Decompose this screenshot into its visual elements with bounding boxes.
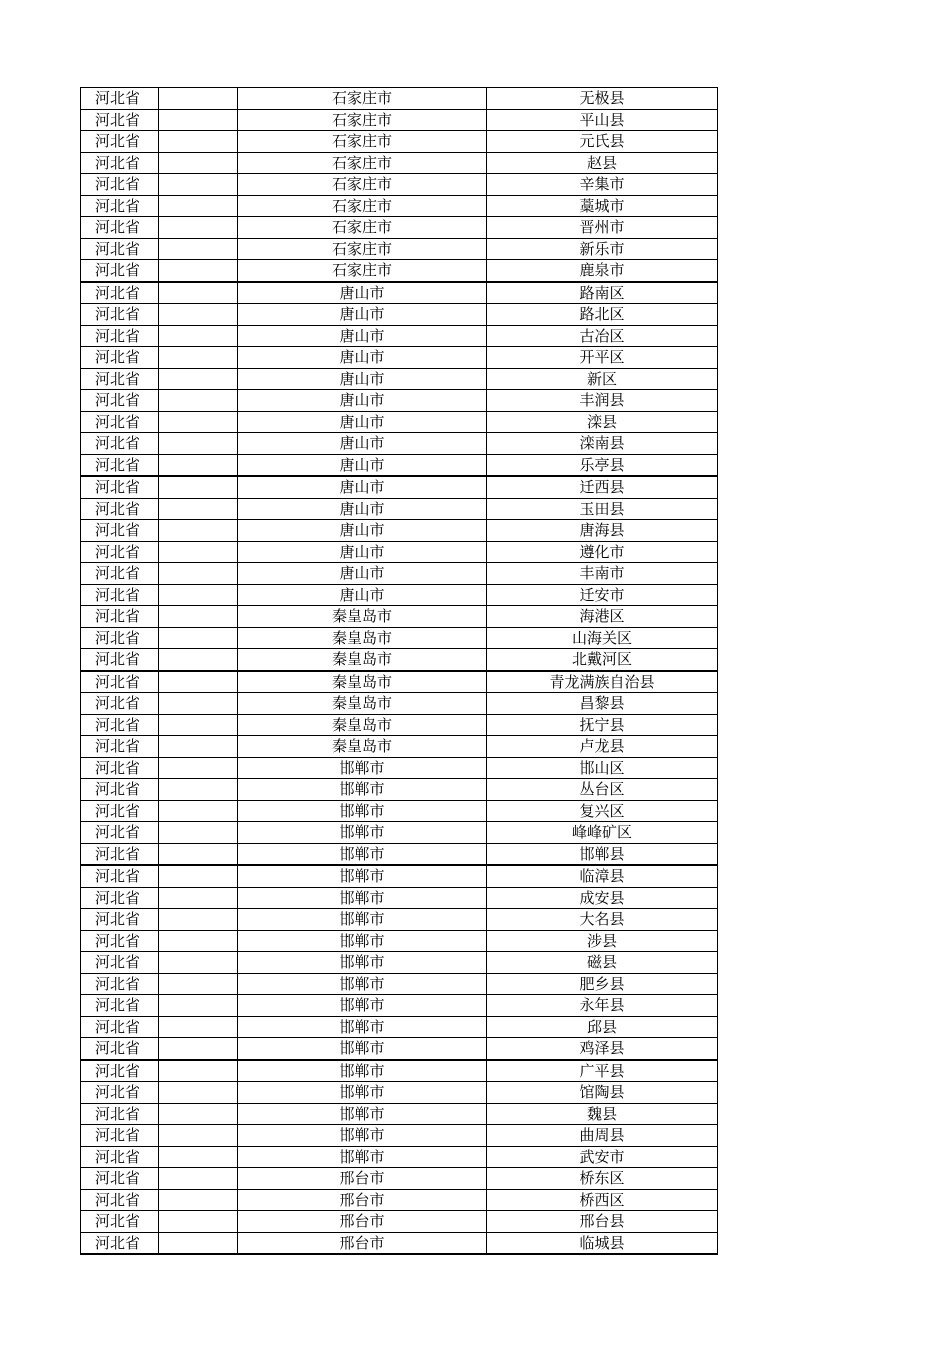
- city-cell[interactable]: 秦皇岛市: [238, 627, 487, 649]
- province-cell[interactable]: 河北省: [81, 433, 159, 455]
- region-table-body: [81, 88, 718, 1255]
- province-cell[interactable]: 河北省: [81, 1168, 159, 1190]
- table-row: [81, 1189, 718, 1211]
- county-cell[interactable]: 辛集市: [487, 174, 718, 196]
- city-cell[interactable]: 邯郸市: [238, 1146, 487, 1168]
- table-row: [81, 1168, 718, 1190]
- table-row: [81, 109, 718, 131]
- city-cell[interactable]: 秦皇岛市: [238, 714, 487, 736]
- city-cell[interactable]: 邯郸市: [238, 1103, 487, 1125]
- province-cell[interactable]: 河北省: [81, 238, 159, 260]
- county-cell[interactable]: 曲周县: [487, 1125, 718, 1147]
- province-cell[interactable]: 河北省: [81, 282, 159, 304]
- city-cell[interactable]: 邯郸市: [238, 973, 487, 995]
- table-row: [81, 390, 718, 412]
- county-cell[interactable]: 迁西县: [487, 476, 718, 498]
- blank-cell[interactable]: [159, 282, 238, 304]
- county-cell[interactable]: 复兴区: [487, 800, 718, 822]
- blank-cell[interactable]: [159, 1232, 238, 1254]
- table-row: [81, 1016, 718, 1038]
- table-row: [81, 973, 718, 995]
- table-row: [81, 217, 718, 239]
- city-cell[interactable]: 邯郸市: [238, 800, 487, 822]
- table-row: [81, 1060, 718, 1082]
- blank-cell[interactable]: [159, 238, 238, 260]
- table-row: [81, 454, 718, 476]
- county-cell[interactable]: 武安市: [487, 1146, 718, 1168]
- city-cell[interactable]: 秦皇岛市: [238, 606, 487, 628]
- blank-cell[interactable]: [159, 1211, 238, 1233]
- province-cell[interactable]: 河北省: [81, 1103, 159, 1125]
- table-row: [81, 693, 718, 715]
- blank-cell[interactable]: [159, 693, 238, 715]
- province-cell[interactable]: 河北省: [81, 606, 159, 628]
- city-cell[interactable]: 唐山市: [238, 498, 487, 520]
- table-row: [81, 606, 718, 628]
- county-cell[interactable]: 开平区: [487, 347, 718, 369]
- blank-cell[interactable]: [159, 887, 238, 909]
- city-cell[interactable]: 唐山市: [238, 433, 487, 455]
- blank-cell[interactable]: [159, 195, 238, 217]
- table-row: [81, 1082, 718, 1104]
- blank-cell[interactable]: [159, 260, 238, 282]
- county-cell[interactable]: 邯山区: [487, 757, 718, 779]
- table-row: [81, 325, 718, 347]
- county-cell[interactable]: 无极县: [487, 88, 718, 110]
- blank-cell[interactable]: [159, 1146, 238, 1168]
- county-cell[interactable]: 邱县: [487, 1016, 718, 1038]
- province-cell[interactable]: 河北省: [81, 563, 159, 585]
- city-cell[interactable]: 邯郸市: [238, 1038, 487, 1060]
- city-cell[interactable]: 秦皇岛市: [238, 736, 487, 758]
- city-cell[interactable]: 邯郸市: [238, 930, 487, 952]
- city-cell[interactable]: 邢台市: [238, 1232, 487, 1254]
- city-cell[interactable]: 邯郸市: [238, 757, 487, 779]
- city-cell[interactable]: 邢台市: [238, 1211, 487, 1233]
- county-cell[interactable]: 邢台县: [487, 1211, 718, 1233]
- blank-cell[interactable]: [159, 930, 238, 952]
- blank-cell[interactable]: [159, 476, 238, 498]
- table-row: [81, 152, 718, 174]
- blank-cell[interactable]: [159, 822, 238, 844]
- county-cell[interactable]: 遵化市: [487, 541, 718, 563]
- blank-cell[interactable]: [159, 1125, 238, 1147]
- province-cell[interactable]: 河北省: [81, 627, 159, 649]
- city-cell[interactable]: 唐山市: [238, 541, 487, 563]
- county-cell[interactable]: 鹿泉市: [487, 260, 718, 282]
- province-cell[interactable]: 河北省: [81, 498, 159, 520]
- blank-cell[interactable]: [159, 498, 238, 520]
- city-cell[interactable]: 石家庄市: [238, 152, 487, 174]
- county-cell[interactable]: 临漳县: [487, 865, 718, 887]
- province-cell[interactable]: 河北省: [81, 131, 159, 153]
- province-cell[interactable]: 河北省: [81, 995, 159, 1017]
- blank-cell[interactable]: [159, 671, 238, 693]
- county-cell[interactable]: 昌黎县: [487, 693, 718, 715]
- table-row: [81, 368, 718, 390]
- province-cell[interactable]: 河北省: [81, 736, 159, 758]
- city-cell[interactable]: 唐山市: [238, 454, 487, 476]
- city-cell[interactable]: 石家庄市: [238, 109, 487, 131]
- province-cell[interactable]: 河北省: [81, 584, 159, 606]
- county-cell[interactable]: 峰峰矿区: [487, 822, 718, 844]
- county-cell[interactable]: 大名县: [487, 909, 718, 931]
- city-cell[interactable]: 唐山市: [238, 411, 487, 433]
- province-cell[interactable]: 河北省: [81, 390, 159, 412]
- blank-cell[interactable]: [159, 606, 238, 628]
- city-cell[interactable]: 邯郸市: [238, 779, 487, 801]
- table-row: [81, 174, 718, 196]
- table-row: [81, 649, 718, 671]
- city-cell[interactable]: 石家庄市: [238, 174, 487, 196]
- county-cell[interactable]: 北戴河区: [487, 649, 718, 671]
- blank-cell[interactable]: [159, 433, 238, 455]
- city-cell[interactable]: 邯郸市: [238, 887, 487, 909]
- county-cell[interactable]: 广平县: [487, 1060, 718, 1082]
- province-cell[interactable]: 河北省: [81, 520, 159, 542]
- city-cell[interactable]: 唐山市: [238, 282, 487, 304]
- table-row: [81, 995, 718, 1017]
- blank-cell[interactable]: [159, 454, 238, 476]
- city-cell[interactable]: 石家庄市: [238, 217, 487, 239]
- city-cell[interactable]: 唐山市: [238, 368, 487, 390]
- blank-cell[interactable]: [159, 541, 238, 563]
- blank-cell[interactable]: [159, 174, 238, 196]
- city-cell[interactable]: 唐山市: [238, 584, 487, 606]
- table-row: [81, 304, 718, 326]
- blank-cell[interactable]: [159, 714, 238, 736]
- city-cell[interactable]: 邢台市: [238, 1189, 487, 1211]
- table-row: [81, 671, 718, 693]
- county-cell[interactable]: 馆陶县: [487, 1082, 718, 1104]
- province-cell[interactable]: 河北省: [81, 368, 159, 390]
- blank-cell[interactable]: [159, 909, 238, 931]
- province-cell[interactable]: 河北省: [81, 476, 159, 498]
- city-cell[interactable]: 邯郸市: [238, 909, 487, 931]
- province-cell[interactable]: 河北省: [81, 649, 159, 671]
- blank-cell[interactable]: [159, 1060, 238, 1082]
- province-cell[interactable]: 河北省: [81, 757, 159, 779]
- province-cell[interactable]: 河北省: [81, 843, 159, 865]
- province-cell[interactable]: 河北省: [81, 909, 159, 931]
- county-cell[interactable]: 路北区: [487, 304, 718, 326]
- blank-cell[interactable]: [159, 217, 238, 239]
- county-cell[interactable]: 晋州市: [487, 217, 718, 239]
- region-table: [80, 87, 718, 1255]
- city-cell[interactable]: 邯郸市: [238, 952, 487, 974]
- blank-cell[interactable]: [159, 325, 238, 347]
- county-cell[interactable]: 鸡泽县: [487, 1038, 718, 1060]
- county-cell[interactable]: 丰润县: [487, 390, 718, 412]
- province-cell[interactable]: 河北省: [81, 1125, 159, 1147]
- county-cell[interactable]: 山海关区: [487, 627, 718, 649]
- province-cell[interactable]: 河北省: [81, 88, 159, 110]
- blank-cell[interactable]: [159, 152, 238, 174]
- county-cell[interactable]: 元氏县: [487, 131, 718, 153]
- blank-cell[interactable]: [159, 779, 238, 801]
- blank-cell[interactable]: [159, 865, 238, 887]
- county-cell[interactable]: 滦县: [487, 411, 718, 433]
- province-cell[interactable]: 河北省: [81, 1211, 159, 1233]
- province-cell[interactable]: 河北省: [81, 865, 159, 887]
- table-row: [81, 131, 718, 153]
- city-cell[interactable]: 邯郸市: [238, 1016, 487, 1038]
- table-row: [81, 627, 718, 649]
- county-cell[interactable]: 丛台区: [487, 779, 718, 801]
- county-cell[interactable]: 卢龙县: [487, 736, 718, 758]
- city-cell[interactable]: 唐山市: [238, 563, 487, 585]
- province-cell[interactable]: 河北省: [81, 822, 159, 844]
- province-cell[interactable]: 河北省: [81, 347, 159, 369]
- blank-cell[interactable]: [159, 563, 238, 585]
- county-cell[interactable]: 临城县: [487, 1232, 718, 1254]
- table-row: [81, 433, 718, 455]
- blank-cell[interactable]: [159, 1038, 238, 1060]
- table-row: [81, 930, 718, 952]
- city-cell[interactable]: 唐山市: [238, 476, 487, 498]
- county-cell[interactable]: 唐海县: [487, 520, 718, 542]
- county-cell[interactable]: 平山县: [487, 109, 718, 131]
- province-cell[interactable]: 河北省: [81, 195, 159, 217]
- county-cell[interactable]: 魏县: [487, 1103, 718, 1125]
- city-cell[interactable]: 邯郸市: [238, 1125, 487, 1147]
- province-cell[interactable]: 河北省: [81, 304, 159, 326]
- province-cell[interactable]: 河北省: [81, 714, 159, 736]
- city-cell[interactable]: 邯郸市: [238, 822, 487, 844]
- table-row: [81, 1232, 718, 1254]
- city-cell[interactable]: 唐山市: [238, 347, 487, 369]
- table-row: [81, 822, 718, 844]
- table-row: [81, 779, 718, 801]
- county-cell[interactable]: 邯郸县: [487, 843, 718, 865]
- table-row: [81, 282, 718, 304]
- province-cell[interactable]: 河北省: [81, 217, 159, 239]
- city-cell[interactable]: 邯郸市: [238, 1082, 487, 1104]
- table-row: [81, 563, 718, 585]
- city-cell[interactable]: 秦皇岛市: [238, 671, 487, 693]
- table-row: [81, 1125, 718, 1147]
- blank-cell[interactable]: [159, 800, 238, 822]
- province-cell[interactable]: 河北省: [81, 1038, 159, 1060]
- province-cell[interactable]: 河北省: [81, 930, 159, 952]
- table-row: [81, 541, 718, 563]
- blank-cell[interactable]: [159, 1016, 238, 1038]
- province-cell[interactable]: 河北省: [81, 411, 159, 433]
- city-cell[interactable]: 石家庄市: [238, 131, 487, 153]
- city-cell[interactable]: 唐山市: [238, 304, 487, 326]
- table-row: [81, 1103, 718, 1125]
- table-row: [81, 800, 718, 822]
- table-row: [81, 757, 718, 779]
- province-cell[interactable]: 河北省: [81, 952, 159, 974]
- province-cell[interactable]: 河北省: [81, 800, 159, 822]
- province-cell[interactable]: 河北省: [81, 1232, 159, 1254]
- county-cell[interactable]: 新区: [487, 368, 718, 390]
- blank-cell[interactable]: [159, 627, 238, 649]
- county-cell[interactable]: 滦南县: [487, 433, 718, 455]
- table-row: [81, 1211, 718, 1233]
- county-cell[interactable]: 青龙满族自治县: [487, 671, 718, 693]
- county-cell[interactable]: 桥西区: [487, 1189, 718, 1211]
- table-row: [81, 260, 718, 282]
- province-cell[interactable]: 河北省: [81, 454, 159, 476]
- province-cell[interactable]: 河北省: [81, 152, 159, 174]
- city-cell[interactable]: 石家庄市: [238, 238, 487, 260]
- table-row: [81, 865, 718, 887]
- table-row: [81, 952, 718, 974]
- province-cell[interactable]: 河北省: [81, 887, 159, 909]
- city-cell[interactable]: 邯郸市: [238, 1060, 487, 1082]
- table-row: [81, 909, 718, 931]
- blank-cell[interactable]: [159, 520, 238, 542]
- province-cell[interactable]: 河北省: [81, 260, 159, 282]
- blank-cell[interactable]: [159, 649, 238, 671]
- city-cell[interactable]: 石家庄市: [238, 88, 487, 110]
- table-row: [81, 88, 718, 110]
- city-cell[interactable]: 唐山市: [238, 390, 487, 412]
- table-row: [81, 843, 718, 865]
- blank-cell[interactable]: [159, 736, 238, 758]
- county-cell[interactable]: 桥东区: [487, 1168, 718, 1190]
- province-cell[interactable]: 河北省: [81, 1146, 159, 1168]
- table-row: [81, 584, 718, 606]
- blank-cell[interactable]: [159, 973, 238, 995]
- blank-cell[interactable]: [159, 1189, 238, 1211]
- county-cell[interactable]: 藁城市: [487, 195, 718, 217]
- province-cell[interactable]: 河北省: [81, 1082, 159, 1104]
- table-row: [81, 238, 718, 260]
- blank-cell[interactable]: [159, 411, 238, 433]
- county-cell[interactable]: 新乐市: [487, 238, 718, 260]
- province-cell[interactable]: 河北省: [81, 174, 159, 196]
- blank-cell[interactable]: [159, 1103, 238, 1125]
- city-cell[interactable]: 邯郸市: [238, 843, 487, 865]
- county-cell[interactable]: 磁县: [487, 952, 718, 974]
- table-row: [81, 476, 718, 498]
- province-cell[interactable]: 河北省: [81, 325, 159, 347]
- county-cell[interactable]: 成安县: [487, 887, 718, 909]
- county-cell[interactable]: 肥乡县: [487, 973, 718, 995]
- blank-cell[interactable]: [159, 347, 238, 369]
- blank-cell[interactable]: [159, 843, 238, 865]
- county-cell[interactable]: 古冶区: [487, 325, 718, 347]
- table-row: [81, 1038, 718, 1060]
- province-cell[interactable]: 河北省: [81, 779, 159, 801]
- province-cell[interactable]: 河北省: [81, 541, 159, 563]
- city-cell[interactable]: 秦皇岛市: [238, 693, 487, 715]
- table-row: [81, 347, 718, 369]
- blank-cell[interactable]: [159, 109, 238, 131]
- city-cell[interactable]: 石家庄市: [238, 260, 487, 282]
- city-cell[interactable]: 唐山市: [238, 325, 487, 347]
- county-cell[interactable]: 迁安市: [487, 584, 718, 606]
- blank-cell[interactable]: [159, 757, 238, 779]
- province-cell[interactable]: 河北省: [81, 109, 159, 131]
- blank-cell[interactable]: [159, 368, 238, 390]
- county-cell[interactable]: 乐亭县: [487, 454, 718, 476]
- blank-cell[interactable]: [159, 131, 238, 153]
- city-cell[interactable]: 秦皇岛市: [238, 649, 487, 671]
- table-row: [81, 411, 718, 433]
- blank-cell[interactable]: [159, 584, 238, 606]
- province-cell[interactable]: 河北省: [81, 973, 159, 995]
- province-cell[interactable]: 河北省: [81, 1016, 159, 1038]
- province-cell[interactable]: 河北省: [81, 693, 159, 715]
- blank-cell[interactable]: [159, 88, 238, 110]
- county-cell[interactable]: 涉县: [487, 930, 718, 952]
- county-cell[interactable]: 赵县: [487, 152, 718, 174]
- city-cell[interactable]: 邯郸市: [238, 865, 487, 887]
- table-row: [81, 195, 718, 217]
- blank-cell[interactable]: [159, 952, 238, 974]
- table-row: [81, 736, 718, 758]
- table-row: [81, 714, 718, 736]
- province-cell[interactable]: 河北省: [81, 1189, 159, 1211]
- province-cell[interactable]: 河北省: [81, 671, 159, 693]
- county-cell[interactable]: 玉田县: [487, 498, 718, 520]
- city-cell[interactable]: 邢台市: [238, 1168, 487, 1190]
- county-cell[interactable]: 海港区: [487, 606, 718, 628]
- table-row: [81, 1146, 718, 1168]
- county-cell[interactable]: 路南区: [487, 282, 718, 304]
- county-cell[interactable]: 永年县: [487, 995, 718, 1017]
- blank-cell[interactable]: [159, 1082, 238, 1104]
- table-row: [81, 887, 718, 909]
- city-cell[interactable]: 唐山市: [238, 520, 487, 542]
- city-cell[interactable]: 邯郸市: [238, 995, 487, 1017]
- table-row: [81, 520, 718, 542]
- blank-cell[interactable]: [159, 1168, 238, 1190]
- county-cell[interactable]: 丰南市: [487, 563, 718, 585]
- blank-cell[interactable]: [159, 390, 238, 412]
- blank-cell[interactable]: [159, 995, 238, 1017]
- province-cell[interactable]: 河北省: [81, 1060, 159, 1082]
- city-cell[interactable]: 石家庄市: [238, 195, 487, 217]
- blank-cell[interactable]: [159, 304, 238, 326]
- county-cell[interactable]: 抚宁县: [487, 714, 718, 736]
- table-row: [81, 498, 718, 520]
